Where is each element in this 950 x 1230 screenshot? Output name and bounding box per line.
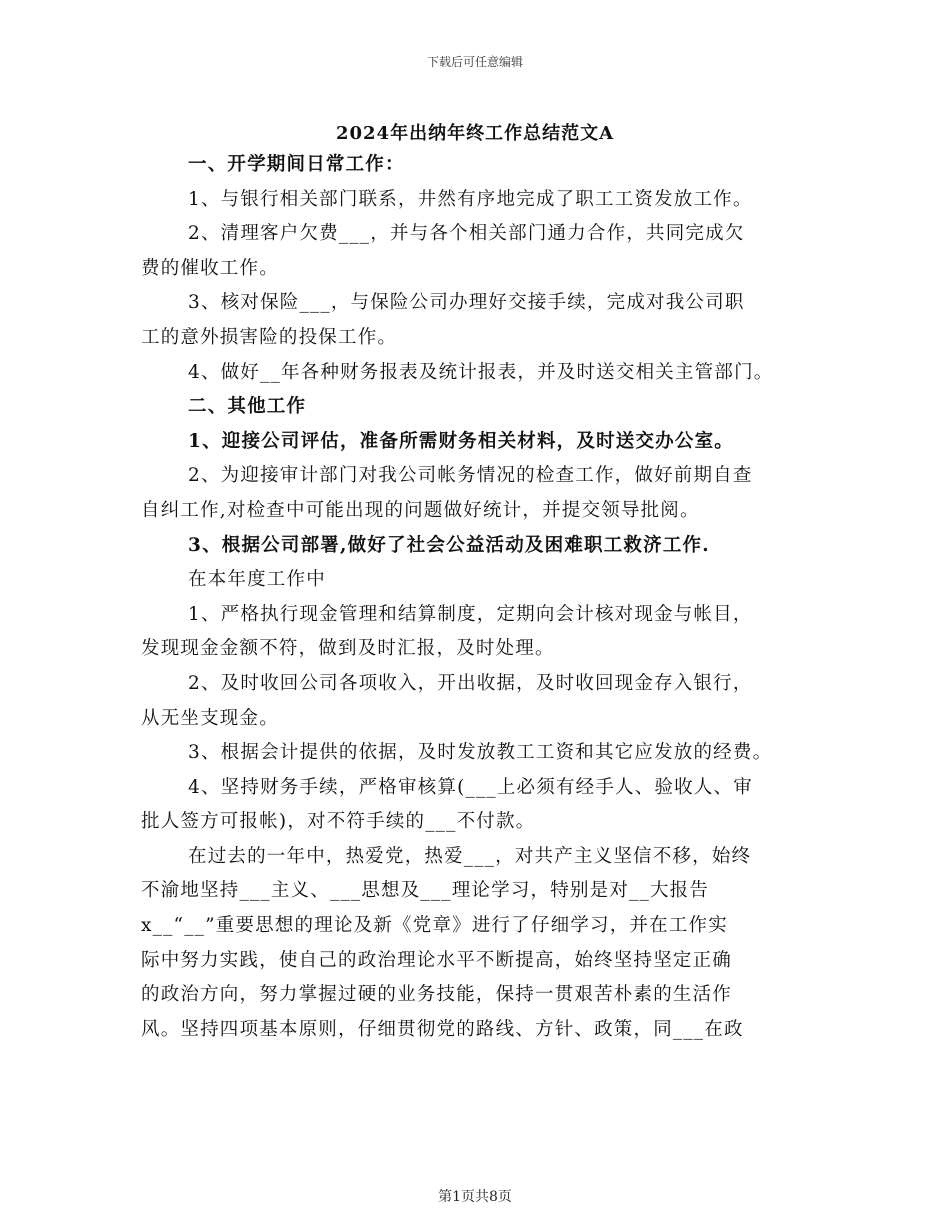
body-text-line: 风。坚持四项基本原则，仔细贯彻党的路线、方针、政策，同___在政: [141, 1018, 744, 1040]
body-text-line: x__“__”重要思想的理论及新《党章》进行了仔细学习，并在工作实: [141, 915, 728, 937]
body-text-line: 2、为迎接审计部门对我公司帐务情况的检查工作，做好前期自查: [188, 465, 753, 487]
section-heading-line: 一、开学期间日常工作：: [188, 154, 405, 175]
page-footer: 第1页共8页: [438, 1189, 512, 1205]
body-text-line: 批人签方可报帐)，对不符手续的___不付款。: [141, 811, 536, 833]
body-text-line: 4、做好__年各种财务报表及统计报表，并及时送交相关主管部门。: [188, 361, 774, 383]
body-text-line: 自纠工作,对检查中可能出现的问题做好统计，并提交领导批阅。: [141, 499, 700, 521]
body-text-line: 3、根据会计提供的依据，及时发放教工工资和其它应发放的经费。: [188, 742, 773, 764]
section-heading-line: 3、根据公司部署,做好了社会公益活动及困难职工救济工作.: [188, 534, 710, 556]
body-text-line: 从无坐支现金。: [141, 707, 279, 729]
document-body: [141, 148, 831, 1047]
body-text-line: 费的催收工作。: [141, 257, 279, 279]
section-heading-line: 1、迎接公司评估，准备所需财务相关材料，及时送交办公室。: [188, 430, 734, 452]
page-header: 下载后可任意编辑: [426, 55, 523, 69]
section-heading-line: 二、其他工作: [188, 396, 307, 418]
body-text-line: 际中努力实践，使自己的政治理论水平不断提高，始终坚持坚定正确: [141, 949, 733, 971]
body-text-line: 不渝地坚持___主义、___思想及___理论学习，特别是对__大报告: [141, 880, 710, 902]
body-text-line: 1、与银行相关部门联系，井然有序地完成了职工工资发放工作。: [188, 188, 753, 210]
body-text-line: 1、严格执行现金管理和结算制度，定期向会计核对现金与帐目，: [188, 603, 753, 625]
body-text-line: 工的意外损害险的投保工作。: [141, 326, 398, 348]
body-text-line: 3、核对保险___，与保险公司办理好交接手续，完成对我公司职: [188, 292, 745, 314]
document-title: 2024年出纳年终工作总结范文A: [335, 123, 615, 144]
body-text-line: 发现现金金额不符，做到及时汇报，及时处理。: [141, 638, 555, 660]
body-text-line: 4、坚持财务手续，严格审核算(___上必须有经手人、验收人、审: [188, 776, 753, 798]
body-text-line: 在本年度工作中: [188, 569, 326, 591]
body-text-line: 在过去的一年中，热爱党，热爱___，对共产主义坚信不移，始终: [188, 845, 752, 867]
body-text-line: 2、清理客户欠费___，并与各个相关部门通力合作，共同完成欠: [188, 223, 745, 245]
body-text-line: 2、及时收回公司各项收入，开出收据，及时收回现金存入银行，: [188, 672, 753, 694]
body-text-line: 的政治方向，努力掌握过硬的业务技能，保持一贯艰苦朴素的生活作: [141, 984, 733, 1006]
